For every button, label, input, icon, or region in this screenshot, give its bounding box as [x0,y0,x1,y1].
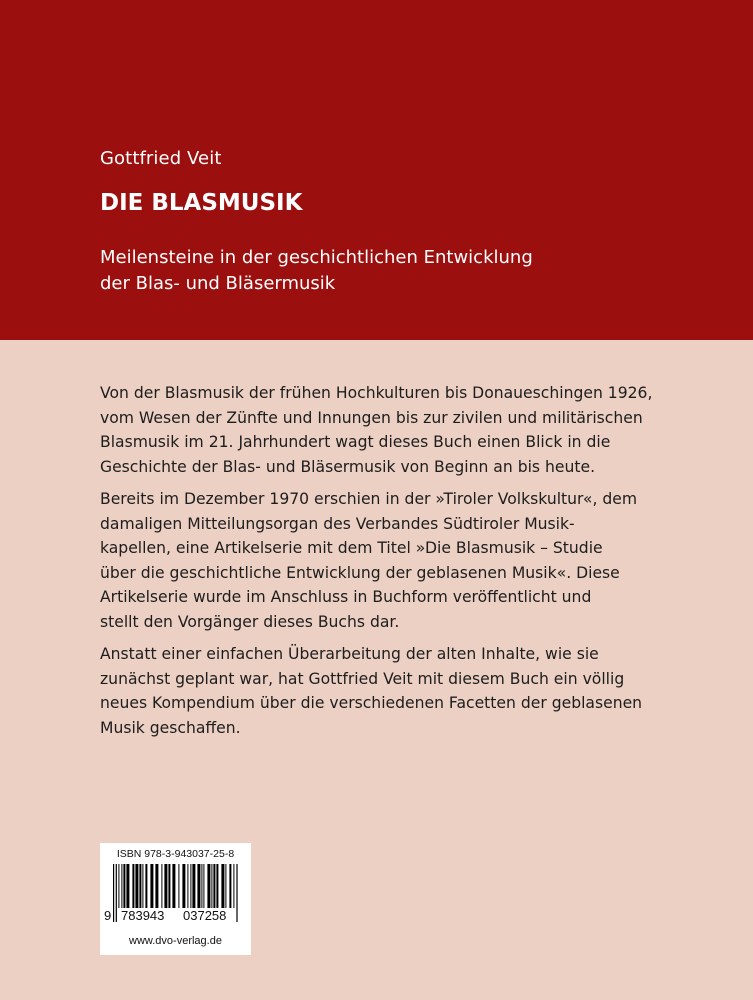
blurb-line: zunächst geplant war, hat Gottfried Veit mit diesem Buch ein völlig [100,669,625,688]
barcode-bar [187,864,188,908]
barcode-bar [190,864,191,908]
barcode-bar [150,864,153,908]
barcode-bar [192,864,195,908]
barcode-bar [135,864,138,908]
blurb-paragraph [100,381,700,479]
blurb-line: Musik geschaffen. [100,718,241,737]
blurb-line: stellt den Vorgänger dieses Buchs dar. [100,612,400,631]
blurb-line: Geschichte der Blas- und Bläsermusik von Beginn an bis heute. [100,457,596,476]
barcode-bar [164,864,167,908]
barcode-bar [126,864,129,908]
isbn-number: ISBN 978-3-943037-25-8 [116,848,235,860]
blurb-line: Anstatt einer einfachen Überarbeitung der alten Inhalte, wie sie [100,645,599,663]
barcode-bar [201,864,202,908]
subtitle [100,245,533,297]
blurb-line: Von der Blasmusik der frühen Hochkulturen bis Donaueschingen 1926, [100,384,653,402]
barcode-bar [132,864,134,908]
barcode-bar [236,864,237,922]
blurb-line: kapellen, eine Artikelserie mit dem Titel »Die Blasmusik – Studie [100,539,603,557]
subtitle-line: der Blas- und Bläsermusik [100,273,336,294]
barcode-bar [221,864,224,908]
barcode-bar [216,864,218,908]
blurb-line: damaligen Mitteilungsorgan des Verbandes Südtiroler Musik- [100,514,575,533]
barcode-bar [118,864,119,908]
author: Gottfried Veit [100,148,222,169]
barcode-bar [139,864,141,908]
barcode-bar [203,864,204,908]
blurb-line: neues Kompendium über die verschiedenen Facetten der geblasenen [100,694,643,712]
blurb-line: Bereits im Dezember 1970 erschien in der »Tiroler Volkskultur«, dem [100,490,638,508]
blurb [100,381,700,748]
barcode-bar [182,864,185,908]
barcode-digits-right: 037258 [183,908,227,923]
barcode-bar [229,864,231,908]
barcode-bar [155,864,158,908]
subtitle-line: Meilensteine in der geschichtlichen Entwicklung [100,247,533,268]
blurb-paragraph [100,487,700,634]
blurb-paragraph [100,642,700,740]
publisher-url[interactable]: www.dvo-verlag.de [129,935,222,947]
barcode-bar [145,864,147,908]
barcode-bar [225,864,226,908]
barcode-bar [213,864,215,908]
barcode-bar [123,864,125,908]
blurb-line: über die geschichtliche Entwicklung der geblasenen Musik«. Diese [100,563,620,582]
barcode-bar [178,864,179,908]
isbn-barcode [100,843,251,955]
barcode-bar [121,864,122,908]
barcode-bar [207,864,210,908]
blurb-line: vom Wesen der Zünfte und Innungen bis zur zivilen und militärischen [100,408,643,427]
barcode-bar [233,864,234,908]
book-title: DIE BLASMUSIK [100,190,303,216]
title-band [0,0,753,340]
blurb-line: Artikelserie wurde im Anschluss in Buchform veröffentlicht und [100,588,592,606]
barcode-bar [113,864,114,922]
barcode-bar [142,864,143,908]
barcode-bar [211,864,212,908]
barcode-bar [161,864,162,908]
barcode-digits-left: 783943 [121,908,165,923]
barcode-bar [116,864,117,922]
barcode-bar [197,864,200,908]
barcode-bar [172,864,175,908]
barcode-digit-first: 9 [104,908,112,923]
barcode-bar [168,864,170,908]
blurb-line: Blasmusik im 21. Jahrhundert wagt dieses Buch einen Blick in die [100,433,611,451]
